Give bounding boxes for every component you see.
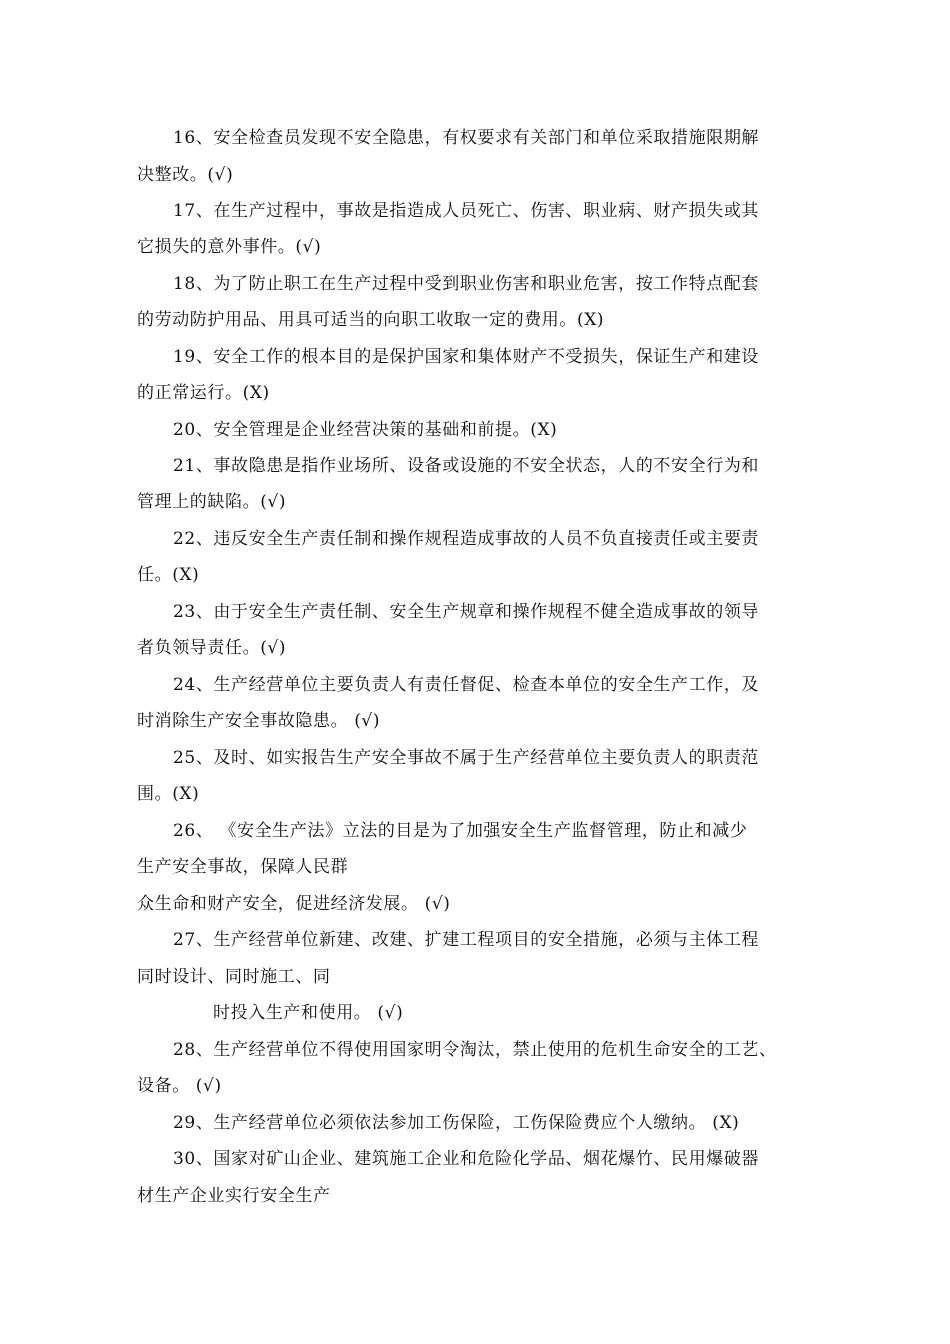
item-30-line-1: 30、国家对矿山企业、建筑施工企业和危险化学品、烟花爆竹、民用爆破器 bbox=[173, 1149, 760, 1169]
item-28-line-2: 设备。 (√) bbox=[137, 1076, 222, 1096]
item-16-line-1: 16、安全检查员发现不安全隐患，有权要求有关部门和单位采取措施限期解 bbox=[173, 128, 760, 148]
item-27-line-1: 27、生产经营单位新建、改建、扩建工程项目的安全措施，必须与主体工程 bbox=[173, 930, 760, 950]
item-16-line-2: 决整改。(√) bbox=[137, 165, 234, 185]
item-18-line-1: 18、为了防止职工在生产过程中受到职业伤害和职业危害，按工作特点配套 bbox=[173, 274, 760, 294]
item-29-line-1: 29、生产经营单位必须依法参加工伤保险，工伤保险费应个人缴纳。 (X) bbox=[173, 1113, 740, 1133]
item-25-line-2: 围。(X) bbox=[137, 784, 200, 804]
item-22-line-1: 22、违反安全生产责任制和操作规程造成事故的人员不负直接责任或主要责 bbox=[173, 529, 760, 549]
item-24-line-1: 24、生产经营单位主要负责人有责任督促、检查本单位的安全生产工作，及 bbox=[173, 675, 760, 695]
item-27-line-2: 同时设计、同时施工、同 bbox=[137, 967, 331, 987]
item-18-line-2: 的劳动防护用品、用具可适当的向职工收取一定的费用。(X) bbox=[137, 310, 605, 330]
item-21-line-2: 管理上的缺陷。(√) bbox=[137, 492, 287, 512]
item-23-line-2: 者负领导责任。(√) bbox=[137, 638, 287, 658]
item-26-line-1: 26、 《安全生产法》立法的目是为了加强安全生产监督管理，防止和减少 bbox=[173, 821, 748, 841]
item-24-line-2: 时消除生产安全事故隐患。 (√) bbox=[137, 711, 381, 731]
item-23-line-1: 23、由于安全生产责任制、安全生产规章和操作规程不健全造成事故的领导 bbox=[173, 602, 760, 622]
item-17-line-2: 它损失的意外事件。(√) bbox=[137, 237, 322, 257]
item-19-line-1: 19、安全工作的根本目的是保护国家和集体财产不受损失，保证生产和建设 bbox=[173, 347, 760, 367]
item-26-line-2: 生产安全事故，保障人民群 bbox=[137, 857, 349, 877]
item-28-line-1: 28、生产经营单位不得使用国家明令淘汰，禁止使用的危机生命安全的工艺、 bbox=[173, 1040, 777, 1060]
item-21-line-1: 21、事故隐患是指作业场所、设备或设施的不安全状态，人的不安全行为和 bbox=[173, 456, 760, 476]
item-30-line-2: 材生产企业实行安全生产 bbox=[137, 1186, 331, 1206]
item-17-line-1: 17、在生产过程中，事故是指造成人员死亡、伤害、职业病、财产损失或其 bbox=[173, 201, 760, 221]
item-25-line-1: 25、及时、如实报告生产安全事故不属于生产经营单位主要负责人的职责范 bbox=[173, 748, 760, 768]
item-20-line-1: 20、安全管理是企业经营决策的基础和前提。(X) bbox=[173, 420, 558, 440]
item-19-line-2: 的正常运行。(X) bbox=[137, 383, 270, 403]
item-22-line-2: 任。(X) bbox=[137, 565, 200, 585]
item-26-line-3: 众生命和财产安全，促进经济发展。 (√) bbox=[137, 894, 451, 914]
item-27-line-3: 时投入生产和使用。 (√) bbox=[213, 1003, 404, 1023]
